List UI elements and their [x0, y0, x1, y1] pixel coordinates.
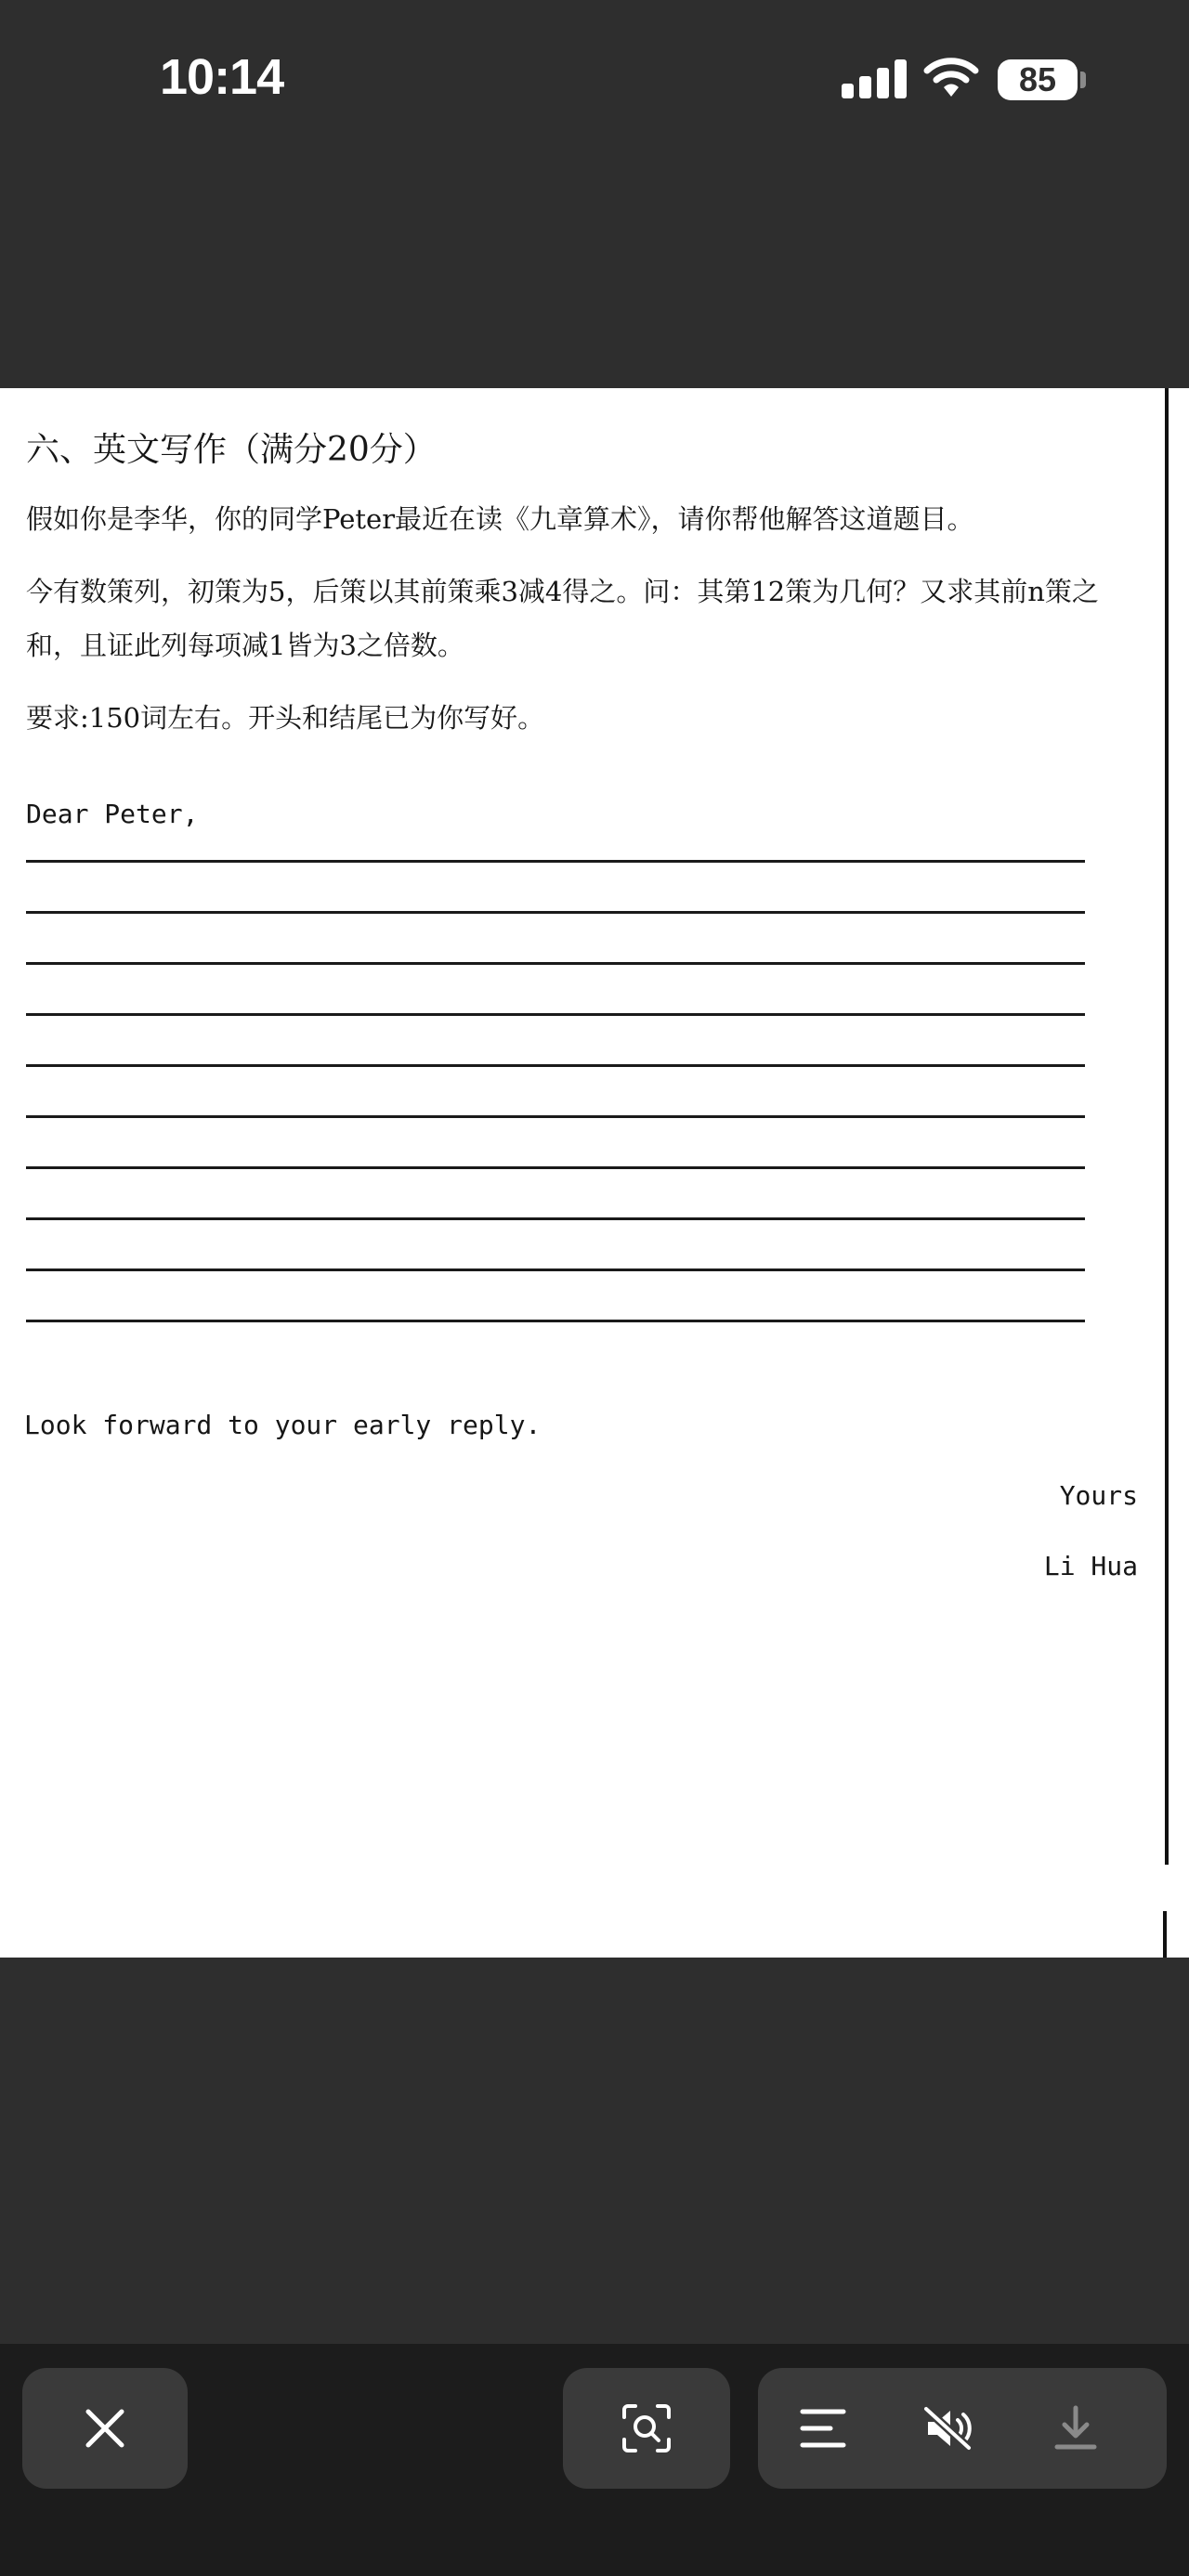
writing-line — [26, 1217, 1085, 1220]
greeting: Dear Peter, — [26, 799, 199, 829]
writing-line — [26, 1166, 1085, 1169]
battery-icon: 85 — [998, 59, 1078, 100]
status-bar — [0, 0, 1189, 158]
writing-line — [26, 1064, 1085, 1067]
close-icon — [83, 2406, 127, 2451]
download-icon — [1053, 2404, 1098, 2452]
visual-lookup-button[interactable] — [563, 2368, 730, 2489]
page-edge-line — [1165, 388, 1169, 1865]
info-lines-icon — [799, 2408, 847, 2449]
writing-line — [26, 1320, 1085, 1322]
writing-line — [26, 1115, 1085, 1118]
cellular-signal-icon — [842, 58, 908, 98]
download-button[interactable] — [1048, 2400, 1104, 2456]
sign-off: Yours — [1059, 1480, 1138, 1511]
mute-button[interactable] — [921, 2400, 977, 2456]
mute-icon — [922, 2405, 976, 2452]
prompt-paragraph: 假如你是李华，你的同学Peter最近在读《九章算术》，请你帮他解答这道题目。 — [26, 503, 974, 535]
close-button[interactable] — [22, 2368, 188, 2489]
problem-paragraph: 今有数策列，初策为5，后策以其前策乘3减4得之。问：其第12策为几何？又求其前n策之和，且证此列每项减1皆为3之倍数。 — [26, 576, 1099, 661]
visual-lookup-icon — [621, 2402, 673, 2454]
closing-line: Look forward to your early reply. — [24, 1410, 542, 1440]
page-edge-mark — [1163, 1911, 1167, 1958]
writing-line — [26, 860, 1085, 863]
signature: Li Hua — [1043, 1551, 1138, 1581]
section-title: 六、英文写作（满分20分） — [26, 431, 437, 469]
writing-line — [26, 1013, 1085, 1016]
media-button-group — [758, 2368, 1167, 2489]
info-button[interactable] — [795, 2400, 851, 2456]
wifi-icon — [923, 54, 979, 98]
writing-line — [26, 962, 1085, 965]
document-image[interactable] — [0, 388, 1189, 1958]
writing-line — [26, 1268, 1085, 1271]
writing-line — [26, 911, 1085, 914]
requirement-paragraph: 要求:150词左右。开头和结尾已为你写好。 — [26, 702, 545, 734]
status-time: 10:14 — [160, 49, 284, 105]
battery-tip — [1080, 72, 1086, 88]
